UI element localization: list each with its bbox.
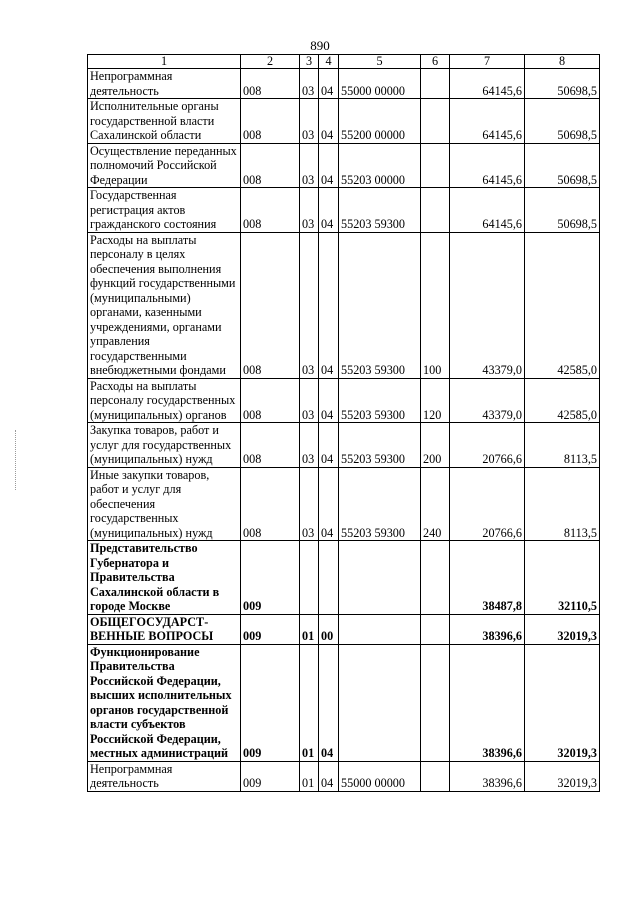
target-code-cell xyxy=(339,541,421,615)
row-name-cell: Государственная регистрация актов гражданского состояния xyxy=(88,188,241,233)
subsection-code-cell: 04 xyxy=(319,644,339,761)
target-code-cell: 55000 00000 xyxy=(339,69,421,99)
row-name-cell: Непрограммная деятельность xyxy=(88,69,241,99)
subsection-code-cell: 04 xyxy=(319,188,339,233)
amount-2016-cell: 32019,3 xyxy=(525,644,600,761)
expense-type-cell xyxy=(421,761,450,791)
amount-2015-cell: 43379,0 xyxy=(450,232,525,378)
ministry-code-cell: 008 xyxy=(241,99,300,144)
section-code-cell: 03 xyxy=(300,69,319,99)
ministry-code-cell: 008 xyxy=(241,69,300,99)
section-code-cell: 03 xyxy=(300,99,319,144)
row-name-cell: Представительство Губернатора и Правительства Сахалинской области в городе Москве xyxy=(88,541,241,615)
section-code-cell: 03 xyxy=(300,378,319,423)
target-code-cell: 55203 59300 xyxy=(339,232,421,378)
amount-2016-cell: 50698,5 xyxy=(525,69,600,99)
target-code-cell xyxy=(339,614,421,644)
scan-artifact xyxy=(15,430,24,490)
table-row xyxy=(88,69,600,99)
section-code-cell: 03 xyxy=(300,143,319,188)
expense-type-cell: 100 xyxy=(421,232,450,378)
amount-2015-cell: 64145,6 xyxy=(450,99,525,144)
ministry-code-cell: 008 xyxy=(241,232,300,378)
row-name-cell: Функционирование Правительства Российской Федерации, высших исполнительных органов государственной власти субъектов Российской Федерации, местных администраций xyxy=(88,644,241,761)
col-header: 6 xyxy=(421,55,450,69)
expense-type-cell: 240 xyxy=(421,467,450,541)
page-number: 890 xyxy=(310,38,330,53)
col-header: 8 xyxy=(525,55,600,69)
ministry-code-cell: 008 xyxy=(241,467,300,541)
table-row xyxy=(88,761,600,791)
expense-type-cell xyxy=(421,69,450,99)
amount-2015-cell: 38396,6 xyxy=(450,614,525,644)
subsection-code-cell: 04 xyxy=(319,761,339,791)
table-row xyxy=(88,423,600,468)
row-name-cell: ОБЩЕГОСУДАРСТ-ВЕННЫЕ ВОПРОСЫ xyxy=(88,614,241,644)
row-name-cell: Закупка товаров, работ и услуг для государственных (муниципальных) нужд xyxy=(88,423,241,468)
amount-2015-cell: 38487,8 xyxy=(450,541,525,615)
section-code-cell: 01 xyxy=(300,761,319,791)
section-code-cell: 01 xyxy=(300,614,319,644)
row-name-cell: Непрограммная деятельность xyxy=(88,761,241,791)
amount-2016-cell: 50698,5 xyxy=(525,188,600,233)
subsection-code-cell: 04 xyxy=(319,99,339,144)
amount-2016-cell: 50698,5 xyxy=(525,143,600,188)
row-name-cell: Расходы на выплаты персоналу государственных (муниципальных) органов xyxy=(88,378,241,423)
budget-table xyxy=(87,54,600,792)
ministry-code-cell: 008 xyxy=(241,143,300,188)
table-row xyxy=(88,644,600,761)
section-code-cell: 03 xyxy=(300,188,319,233)
subsection-code-cell xyxy=(319,541,339,615)
amount-2015-cell: 38396,6 xyxy=(450,761,525,791)
subsection-code-cell: 04 xyxy=(319,423,339,468)
amount-2016-cell: 8113,5 xyxy=(525,467,600,541)
target-code-cell: 55203 59300 xyxy=(339,378,421,423)
expense-type-cell xyxy=(421,541,450,615)
amount-2015-cell: 64145,6 xyxy=(450,188,525,233)
col-header: 2 xyxy=(241,55,300,69)
section-code-cell xyxy=(300,541,319,615)
ministry-code-cell: 009 xyxy=(241,761,300,791)
amount-2015-cell: 43379,0 xyxy=(450,378,525,423)
ministry-code-cell: 008 xyxy=(241,188,300,233)
table-row xyxy=(88,99,600,144)
table-row xyxy=(88,541,600,615)
table-row xyxy=(88,614,600,644)
expense-type-cell xyxy=(421,143,450,188)
amount-2016-cell: 32019,3 xyxy=(525,614,600,644)
col-header: 4 xyxy=(319,55,339,69)
table-row xyxy=(88,143,600,188)
row-name-cell: Исполнительные органы государственной власти Сахалинской области xyxy=(88,99,241,144)
subsection-code-cell: 04 xyxy=(319,467,339,541)
target-code-cell: 55203 59300 xyxy=(339,467,421,541)
expense-type-cell xyxy=(421,644,450,761)
section-code-cell: 01 xyxy=(300,644,319,761)
amount-2015-cell: 20766,6 xyxy=(450,467,525,541)
subsection-code-cell: 04 xyxy=(319,232,339,378)
row-name-cell: Расходы на выплаты персоналу в целях обеспечения выполнения функций государственными (муниципальными) органами, казенными учреждениями, органами управления государственными внебюджетными фондами xyxy=(88,232,241,378)
section-code-cell: 03 xyxy=(300,232,319,378)
amount-2015-cell: 38396,6 xyxy=(450,644,525,761)
expense-type-cell: 200 xyxy=(421,423,450,468)
target-code-cell: 55203 59300 xyxy=(339,423,421,468)
header-row xyxy=(88,55,600,69)
subsection-code-cell: 00 xyxy=(319,614,339,644)
amount-2015-cell: 20766,6 xyxy=(450,423,525,468)
amount-2016-cell: 32019,3 xyxy=(525,761,600,791)
table-row xyxy=(88,467,600,541)
amount-2016-cell: 50698,5 xyxy=(525,99,600,144)
amount-2015-cell: 64145,6 xyxy=(450,143,525,188)
target-code-cell: 55200 00000 xyxy=(339,99,421,144)
amount-2016-cell: 32110,5 xyxy=(525,541,600,615)
target-code-cell xyxy=(339,644,421,761)
ministry-code-cell: 009 xyxy=(241,541,300,615)
col-header: 3 xyxy=(300,55,319,69)
subsection-code-cell: 04 xyxy=(319,143,339,188)
target-code-cell: 55000 00000 xyxy=(339,761,421,791)
amount-2016-cell: 8113,5 xyxy=(525,423,600,468)
ministry-code-cell: 008 xyxy=(241,378,300,423)
amount-2016-cell: 42585,0 xyxy=(525,378,600,423)
expense-type-cell: 120 xyxy=(421,378,450,423)
subsection-code-cell: 04 xyxy=(319,378,339,423)
table-row xyxy=(88,232,600,378)
amount-2016-cell: 42585,0 xyxy=(525,232,600,378)
row-name-cell: Осуществление переданных полномочий Российской Федерации xyxy=(88,143,241,188)
target-code-cell: 55203 59300 xyxy=(339,188,421,233)
col-header: 1 xyxy=(88,55,241,69)
col-header: 5 xyxy=(339,55,421,69)
col-header: 7 xyxy=(450,55,525,69)
amount-2015-cell: 64145,6 xyxy=(450,69,525,99)
expense-type-cell xyxy=(421,99,450,144)
row-name-cell: Иные закупки товаров, работ и услуг для обеспечения государственных (муниципальных) нужд xyxy=(88,467,241,541)
ministry-code-cell: 009 xyxy=(241,614,300,644)
ministry-code-cell: 009 xyxy=(241,644,300,761)
table-row xyxy=(88,188,600,233)
table-row xyxy=(88,378,600,423)
ministry-code-cell: 008 xyxy=(241,423,300,468)
expense-type-cell xyxy=(421,614,450,644)
subsection-code-cell: 04 xyxy=(319,69,339,99)
target-code-cell: 55203 00000 xyxy=(339,143,421,188)
section-code-cell: 03 xyxy=(300,467,319,541)
section-code-cell: 03 xyxy=(300,423,319,468)
expense-type-cell xyxy=(421,188,450,233)
